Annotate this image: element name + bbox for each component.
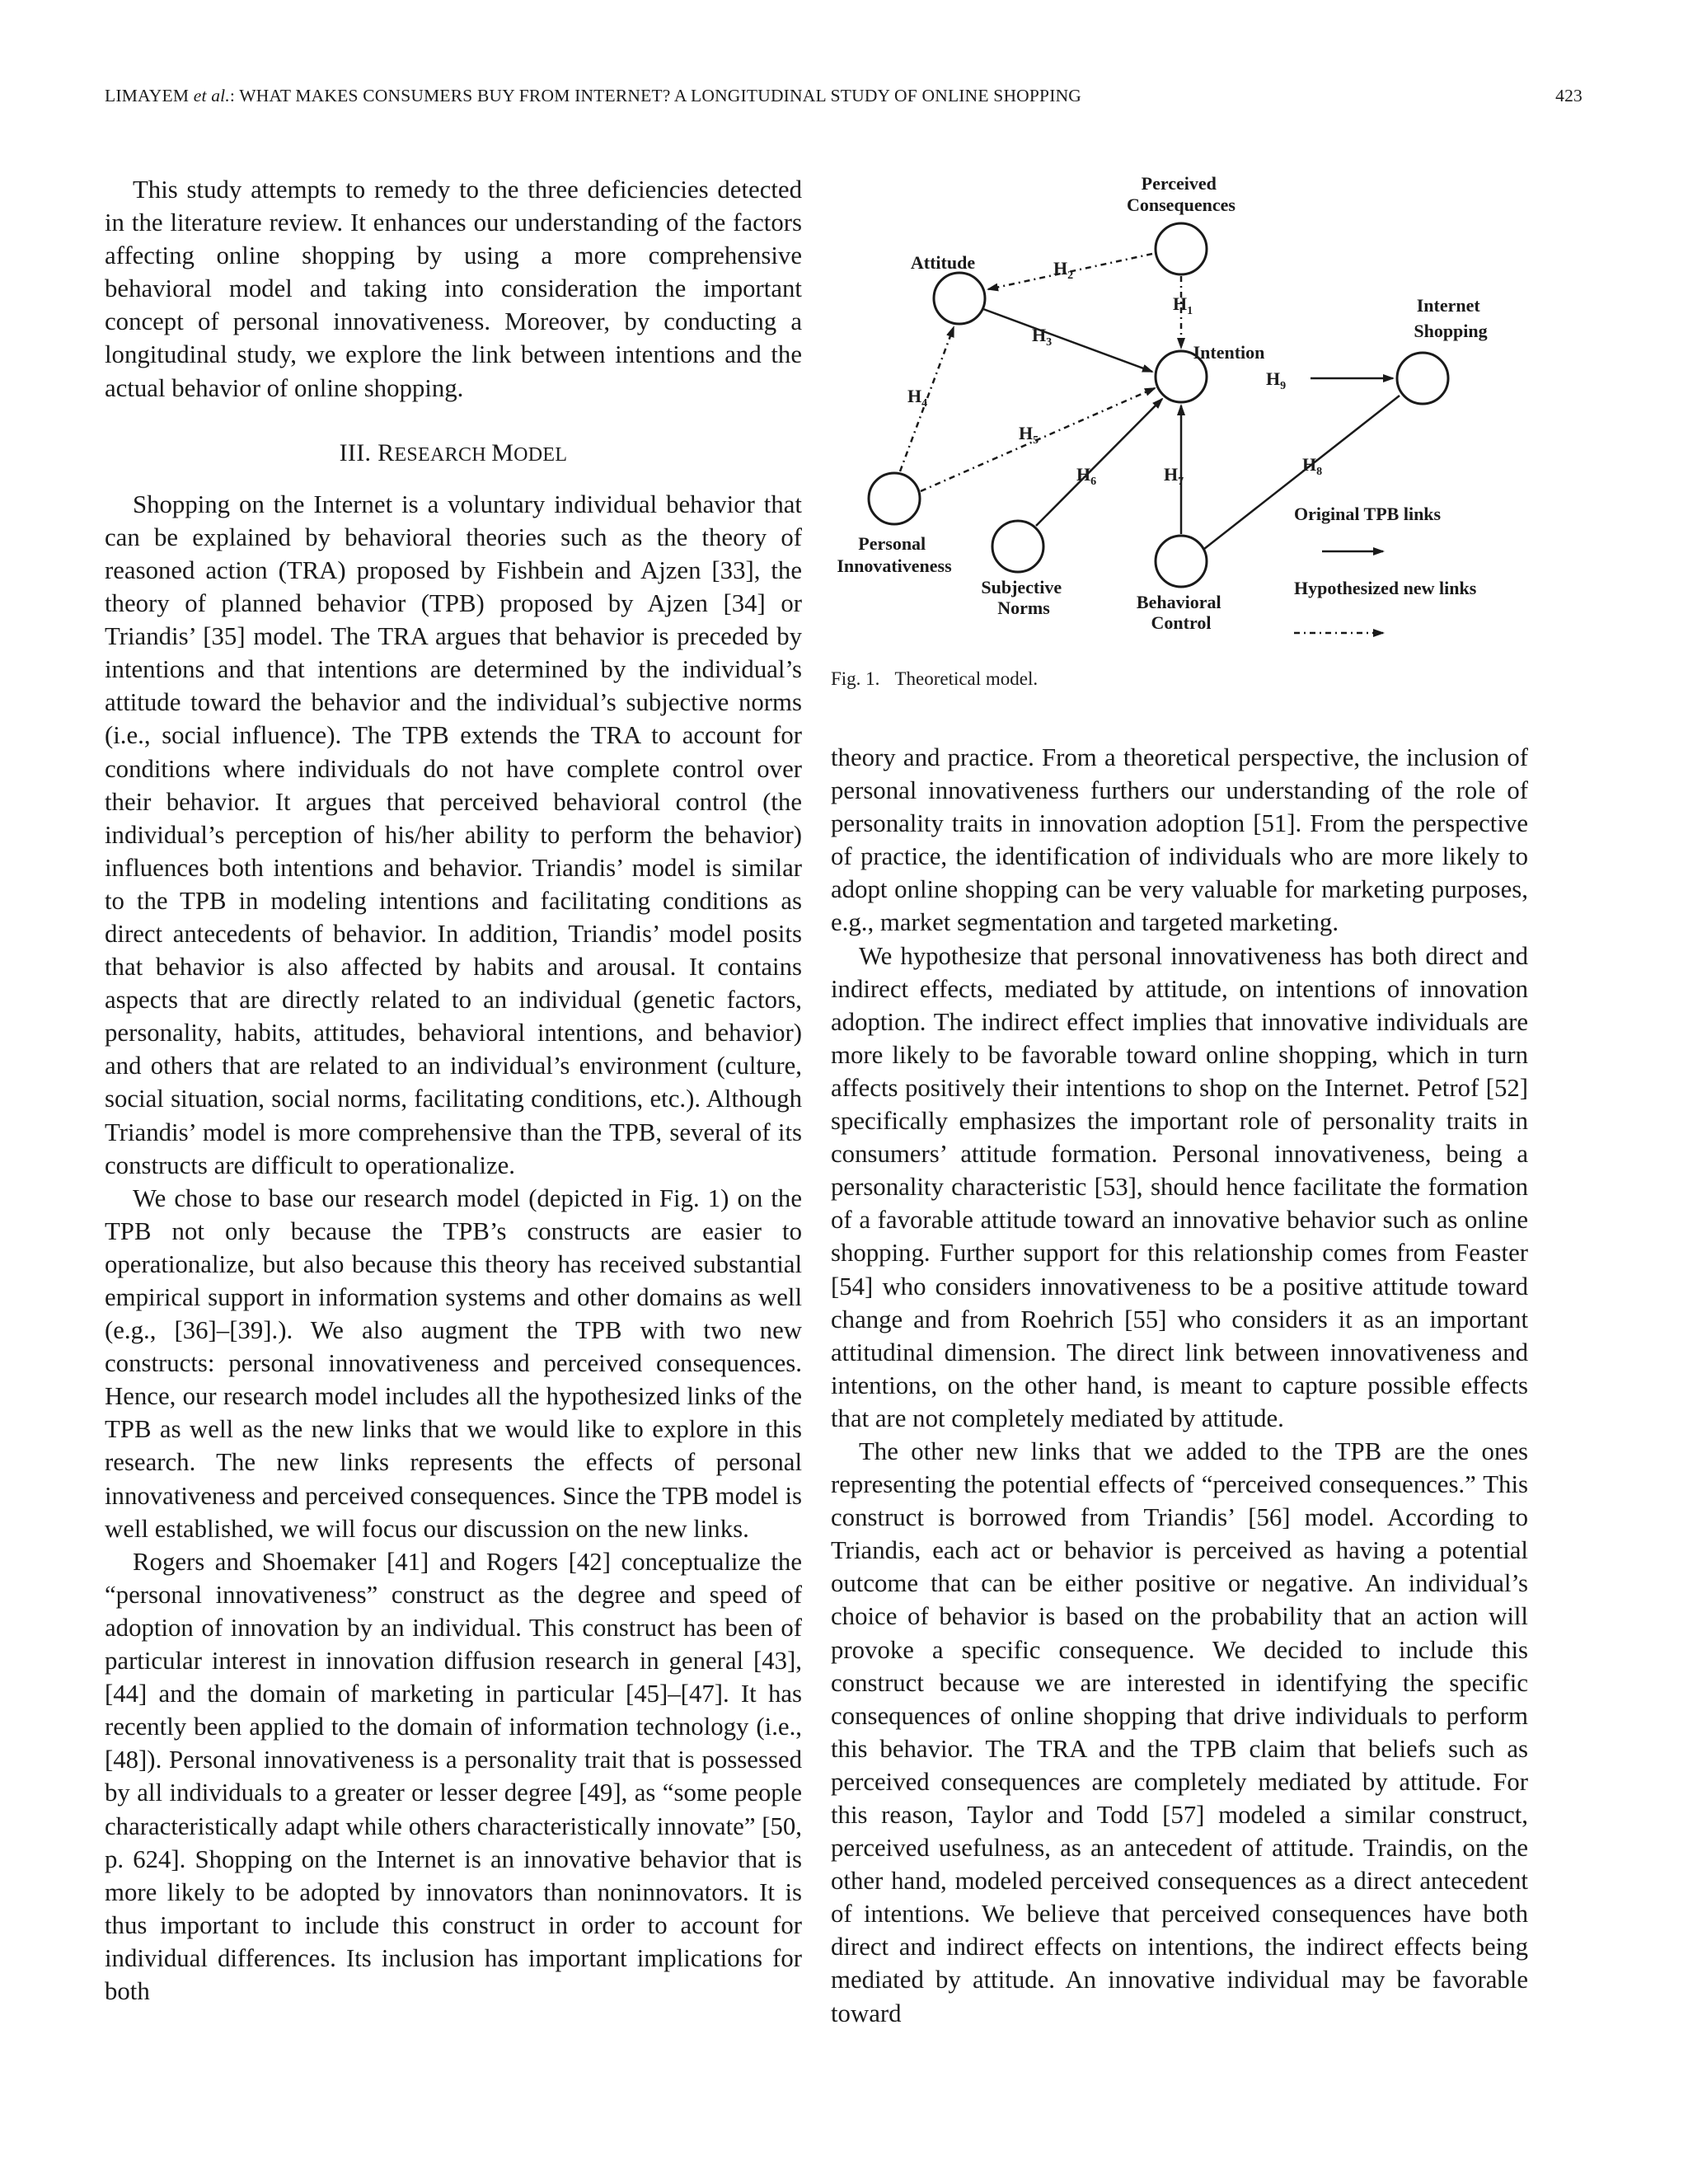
figure-caption — [831, 668, 1038, 690]
h3-label: $H_3$ — [1032, 325, 1053, 349]
section-heading: III. RESEARCH MODEL — [339, 438, 568, 466]
h3-link — [983, 309, 1152, 372]
personal-innovativeness-node — [869, 473, 920, 524]
body-paragraph: Shopping on the Internet is a voluntary individual behavior that can be explained by behavioral theories such as the theory of reasoned action (TRA) proposed by Fishbein and Ajzen [33], the theory of planned behavior (TPB) proposed by Ajzen [34] or Triandis’ [35] model. The TRA argues that behavior is preceded by intentions and that intentions are determined by the individual’s attitude toward the behavior and the individual’s subjective norms (i.e., social influence). The TPB extends the TRA to account for conditions where individuals do not have complete control over their behavior. It argues that perceived behavioral control (the individual’s perception of his/her ability to perform the behavior) influences both intentions and behavior. Triandis’ model is similar to the TPB in modeling intentions and facilitating conditions as direct antecedents of behavior. In addition, Triandis’ model posits that behavior is also affected by habits and arousal. It contains aspects that are directly related to an individual (genetic factors, personality, habits, attitudes, behavioral intentions, and behavior) and others that are related to an individual’s environment (culture, social situation, social norms, facilitating conditions, etc.). Although Triandis’ model is more comprehensive than the TPB, several of its constructs are difficult to operationalize. — [105, 490, 802, 1179]
h6-label: $H_6$ — [1076, 464, 1097, 488]
legend-hypothesized-label: Hypothesized new links — [1294, 578, 1477, 598]
body-paragraph: theory and practice. From a theoretical perspective, the inclusion of personal innovativeness furthers our understanding of the role of personality traits in innovation adoption [51]. From the perspective of practice, the identification of individuals who are more likely to adopt online shopping can be very valuable for marketing purposes, e.g., market segmentation and targeted marketing. — [831, 743, 1528, 937]
intention-label: Intention — [1193, 342, 1265, 363]
h6-link — [1036, 399, 1162, 526]
attitude-node — [934, 273, 985, 324]
subjective-norms-label: Subjective Norms — [981, 577, 1062, 618]
h2-label: $H_2$ — [1053, 258, 1074, 282]
internet-shopping-label: Internet Shopping — [1414, 295, 1488, 341]
internet-shopping-node — [1397, 353, 1448, 404]
h9-label: $H_9$ — [1266, 368, 1287, 392]
left-column — [105, 173, 802, 2008]
body-paragraph: The other new links that we added to the TPB are the ones representing the potential effects of “perceived consequences.” This construct is borrowed from Triandis’ [56] model. According to Triandis, each act or behavior is perceived as having a potential outcome that can be either positive or negative. An individual’s choice of behavior is based on the probability that an action will provoke a specific consequence. We decided to include this construct because we are interested in identifying the specific consequences of online shopping that drive individuals to perform this behavior. The TRA and the TPB claim that beliefs such as perceived consequences are completely mediated by attitude. For this reason, Taylor and Todd [57] modeled a similar construct, perceived usefulness, as an antecedent of attitude. Traindis, on the other hand, modeled perceived consequences as a direct antecedent of intentions. We believe that perceived consequences have both direct and indirect effects on intentions, the indirect effects being mediated by attitude. An innovative individual may be favorable toward — [831, 1436, 1528, 2027]
perceived-consequences-label: Perceived Consequences — [1126, 173, 1236, 215]
h8-label: $H_8$ — [1302, 454, 1323, 478]
personal-innovativeness-label: Personal Innovativeness — [837, 533, 952, 576]
legend-original-label: Original TPB links — [1294, 504, 1442, 524]
behavioral-control-label: Behavioral Control — [1136, 592, 1221, 633]
right-column — [831, 741, 1528, 2030]
subjective-norms-node — [992, 521, 1043, 572]
body-paragraph: We hypothesize that personal innovativeness has both direct and indirect effects, mediated by attitude, on intentions of innovation adoption. The indirect effect implies that innovative individuals are more likely to be favorable toward online shopping, which in turn affects positively their intentions to shop on the Internet. Petrof [52] specifically emphasizes the important role of personality traits in consumers’ attitude formation. Personal innovativeness, being a personality characteristic [53], should hence facilitate the formation of a favorable attitude toward an innovative behavior such as online shopping. Further support for this relationship comes from Feaster [54] who considers innovativeness to be a positive attitude toward change and from Roehrich [55] who considers it as an important attitudinal dimension. The direct link between innovativeness and intentions, on the other hand, is meant to capture possible effects that are not completely mediated by attitude. — [831, 941, 1528, 1432]
perceived-consequences-node — [1156, 223, 1207, 274]
behavioral-control-node — [1156, 536, 1207, 587]
page-number: 423 — [1555, 86, 1582, 105]
h5-label: $H_5$ — [1019, 423, 1039, 447]
attitude-label: Attitude — [910, 252, 976, 273]
h1-label: $H_1$ — [1173, 293, 1193, 317]
h7-label: $H_7$ — [1164, 464, 1184, 488]
theoretical-model-figure — [824, 165, 1541, 692]
running-head-title: LIMAYEM et al.: WHAT MAKES CONSUMERS BUY FROM INTERNET? A LONGITUDINAL STUDY OF ONLINE SHOPPING — [105, 86, 1082, 105]
body-paragraph: Rogers and Shoemaker [41] and Rogers [42] conceptualize the “personal innovativeness” construct as the degree and speed of adoption of innovation by an individual. This construct has been of particular interest in innovation diffusion research in general [43], [44] and the domain of marketing in particular [45]–[47]. It has recently been applied to the domain of information technology (i.e., [48]). Personal innovativeness is a personality trait that is possessed by all individuals to a greater or lesser degree [49], as “some people characteristically adapt while others characteristically innovate” [50, p. 624]. Shopping on the Internet is an innovative behavior that is more likely to be adopted by innovators than noninnovators. It is thus important to include this construct in order to account for individual differences. Its inclusion has important implications for both — [105, 1547, 802, 2005]
figure-caption-text: Theoretical model. — [894, 668, 1039, 689]
body-paragraph: We chose to base our research model (depicted in Fig. 1) on the TPB not only because the TPB’s constructs are easier to operationalize, but also because this theory has received substantial empirical support in information systems and other domains as well (e.g., [36]–[39].). We also augment the TPB with two new constructs: personal innovativeness and perceived consequences. Hence, our research model includes all the hypothesized links of the TPB as well as the new links that we would like to explore in this research. The new links represents the effects of personal innovativeness and perceived consequences. Since the TPB model is well established, we will focus our discussion on the new links. — [105, 1183, 802, 1543]
figure-caption-label: Fig. 1. — [831, 668, 880, 689]
h4-label: $H_4$ — [907, 386, 928, 410]
intro-paragraph: This study attempts to remedy to the three deficiencies detected in the literature review. It enhances our understanding of the factors affecting online shopping by using a more comprehensive behavioral model and taking into consideration the important concept of personal innovativeness. Moreover, by conducting a longitudinal study, we explore the link between intentions and the actual behavior of online shopping. — [105, 176, 802, 402]
